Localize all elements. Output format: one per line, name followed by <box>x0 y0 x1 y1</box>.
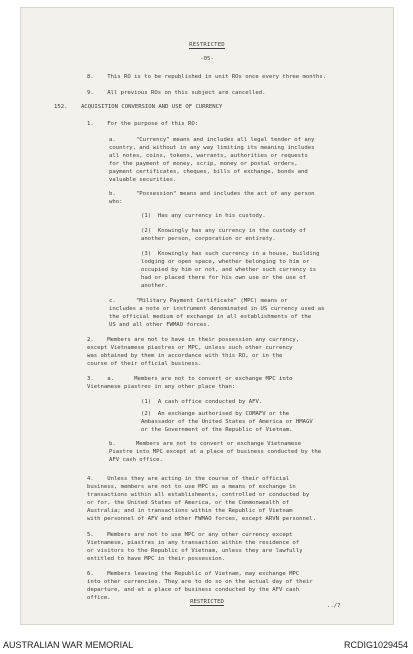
text-line: lodging or open space, whether belonging to him or <box>141 259 310 265</box>
classification-footer: RESTRICTED <box>190 599 224 605</box>
text-line: (1) Has any currency in his custody. <box>141 213 266 219</box>
text-line: (1) A cash office conducted by AFV. <box>141 399 263 405</box>
text-line: Australia; and in transactions within the Republic of Vietnam <box>87 508 293 514</box>
text-line: course of their official business. <box>87 361 202 367</box>
text-line: into other currencies. They are to do so on the actual day of their <box>87 579 313 585</box>
text-line: US and all other FWMAO forces. <box>109 322 211 328</box>
text-line: or for, the United States of America, or the Commonwealth of <box>87 500 290 506</box>
text-line: office. <box>87 595 111 601</box>
text-line: AFV cash office. <box>109 457 163 463</box>
text-line: business, members are not to use MPC as a means of exchange in <box>87 484 296 490</box>
text-line: or the Government of the Republic of Vietnam. <box>141 427 293 433</box>
text-line: c. "Military Payment Certificate" (MPC) means or <box>109 298 288 304</box>
text-line: a. "Currency" means and includes all legal tender of any <box>109 137 315 143</box>
text-line: includes a note or instrument denominated in US currency used as <box>109 306 325 312</box>
text-line: 6. Members leaving the Republic of Vietnam, may exchange MPC <box>87 571 300 577</box>
text-line: (3) Knowingly has such currency in a house, building <box>141 251 320 257</box>
text-line: 5. Members are not to use MPC or any other currency except <box>87 532 293 538</box>
archive-name: AUSTRALIAN WAR MEMORIAL <box>3 640 134 650</box>
text-line: 8. This RO is to be republished in unit ROs once every three months. <box>87 74 327 80</box>
text-line: entitled to have MPC in their possession. <box>87 556 226 562</box>
text-line: country, and without in any way limiting its meaning includes <box>109 145 315 151</box>
text-line: payment certificates, cheques, bills of exchange, bonds and <box>109 169 308 175</box>
classification-header: RESTRICTED <box>189 42 225 48</box>
text-line: or visitors to the Republic of Vietnam, unless they are lawfully <box>87 548 303 554</box>
page-number: -05- <box>200 56 214 62</box>
text-line: who: <box>109 199 123 205</box>
document-page <box>21 8 393 624</box>
text-line: (2) Knowingly has any currency in the custody of <box>141 228 307 234</box>
text-line: 1. For the purpose of this RO: <box>87 121 199 127</box>
text-line: valuable securities. <box>109 177 177 183</box>
text-line: b. Members are not to convert or exchange Vietnamese <box>109 441 301 447</box>
section-heading: 152. ACQUISITION CONVERSION AND USE OF CURRENCY <box>54 104 223 110</box>
text-line: with personnel of AFV and other FWMAO forces, except ARVN personnel. <box>87 516 317 522</box>
archive-footer-bar <box>0 633 413 654</box>
text-line: except Vietnamese piastres or MPC, unless such other currency <box>87 345 293 351</box>
continuation-marker: ../7 <box>327 603 341 609</box>
text-line: 3. a. Members are not to convert or exchange MPC into <box>87 376 293 382</box>
text-line: another. <box>141 283 168 289</box>
text-line: 2. Members are not to have in their possession any currency, <box>87 337 300 343</box>
text-line: Ambassador of the United States of America or HMAGV <box>141 419 313 425</box>
text-line: was obtained by them in accordance with this RO, or in the <box>87 353 283 359</box>
text-line: the official medium of exchange in all establishments of the <box>109 314 312 320</box>
text-line: (2) An exchange authorised by COMAFV or the <box>141 411 290 417</box>
text-line: 9. All previous ROs on this subject are cancelled. <box>87 90 266 96</box>
text-line: for the payment of money, scrip, money or postal orders, <box>109 161 298 167</box>
text-line: departure, and at a place of business conducted by the AFV cash <box>87 587 300 593</box>
text-line: 4. Unless they are acting in the course of their official <box>87 476 290 482</box>
text-line: Vietnamese, piastres in any transaction within the residence of <box>87 540 300 546</box>
text-line: had or placed there for his own use or the use of <box>141 275 307 281</box>
text-line: Piastre into MPC except at a place of business conducted by the <box>109 449 322 455</box>
text-line: b. "Possession" means and includes the act of any person <box>109 191 315 197</box>
text-line: transactions within all establishments, controlled or conducted by <box>87 492 310 498</box>
record-id: RCDIG1029454 <box>343 640 408 650</box>
text-line: occupied by him or not, and whether such currency is <box>141 267 317 273</box>
text-line: all notes, coins, tokens, warrants, authorities or requests <box>109 153 308 159</box>
text-line: Vietnamese piastres in any other place than: <box>87 384 236 390</box>
text-line: another person, corporation or entirety. <box>141 236 276 242</box>
